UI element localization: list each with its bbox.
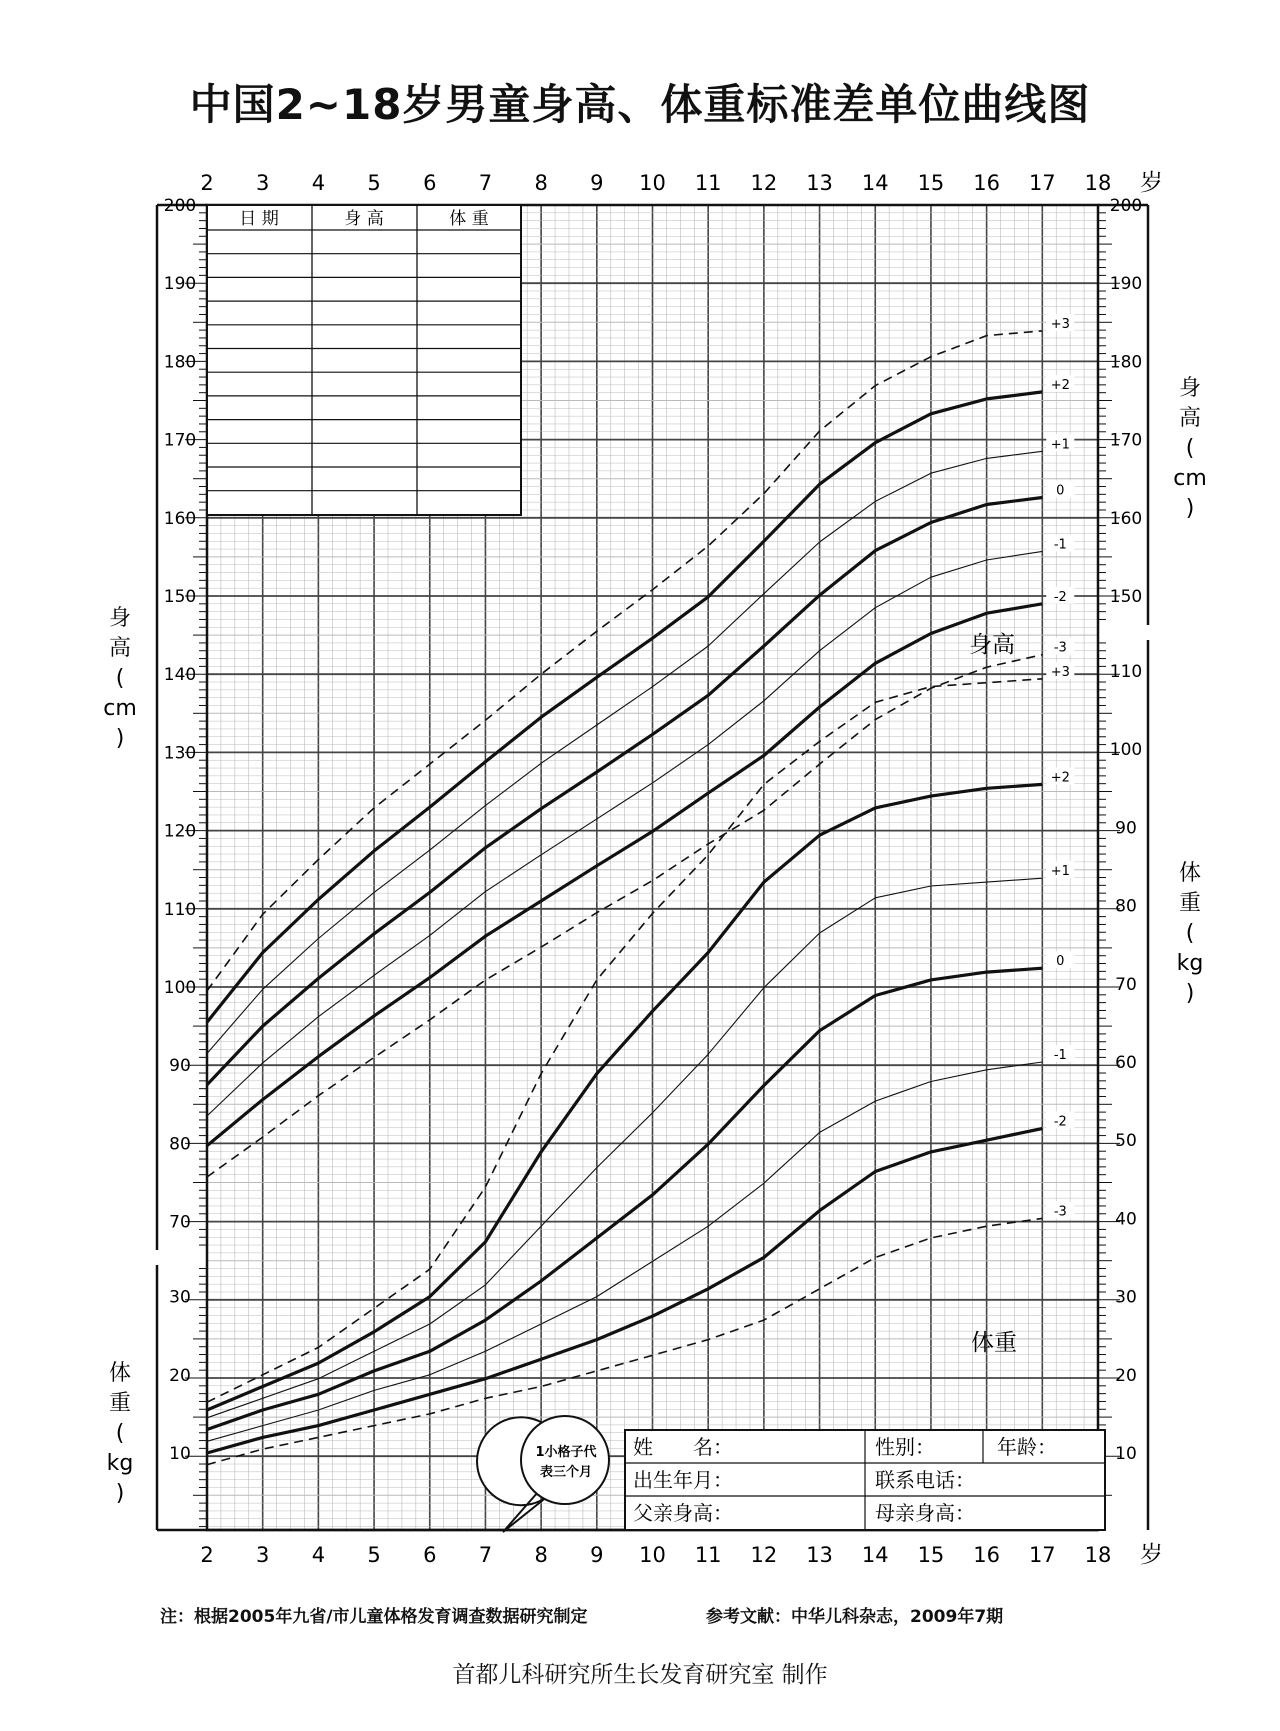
height-tick-label-left: 170 [163,430,197,451]
height-axis-title-right: 身 [1178,376,1202,401]
weight-tick-label-right: 40 [1115,1209,1137,1230]
info-name-label: 姓 名： [633,1435,733,1459]
info-phone-label: 联系电话： [875,1468,975,1492]
weight-axis-title-right: ( [1185,921,1195,946]
weight-tick-label-right: 90 [1115,818,1137,839]
info-mother-label: 母亲身高： [875,1501,975,1525]
height-tick-label-right: 150 [1109,587,1143,607]
info-sex-label: 性别： [875,1435,935,1459]
height-tick-label-right: 160 [1109,508,1143,529]
x-tick-label-bottom: 2 [200,1543,214,1567]
weight-sd-label: -3 [1053,1204,1067,1220]
weight-axis-title-left: ( [115,1421,125,1446]
producer: 首都儿科研究所生长发育研究室 制作 [452,1662,828,1688]
weight-tick-label-right: 60 [1115,1053,1137,1073]
record-table-header: 体 重 [449,209,489,229]
x-tick-label-bottom: 11 [694,1543,722,1567]
x-tick-label-top: 14 [861,171,889,195]
info-father-label: 父亲身高： [633,1501,733,1525]
age-unit-bottom: 岁 [1140,1542,1163,1568]
note-bubble-line: 表三个月 [539,1465,593,1480]
weight-sd-label: 0 [1056,954,1065,970]
height-axis-title-right: ) [1185,496,1195,521]
weight-axis-title-left: 体 [108,1361,132,1386]
height-axis-title-left: ) [115,726,125,751]
x-tick-label-top: 11 [694,171,722,195]
weight-tick-label-right: 20 [1115,1365,1137,1386]
x-tick-label-top: 16 [973,171,1000,195]
height-tick-label-left: 160 [163,508,197,529]
x-tick-label-top: 4 [311,171,326,195]
x-tick-label-bottom: 15 [917,1543,945,1567]
height-tick-label-left: 140 [163,665,197,686]
height-axis-title-right: ( [1185,436,1195,461]
weight-tick-label-left: 10 [169,1444,191,1464]
height-sd-label: +3 [1050,316,1070,332]
height-axis-title-left: ( [115,666,125,691]
height-tick-label-left: 90 [169,1056,191,1077]
weight-tick-label-right: 50 [1115,1131,1137,1152]
weight-sd-label: -1 [1053,1048,1067,1063]
weight-sd-label: -2 [1053,1114,1067,1130]
reference: 参考文献：中华儿科杂志，2009年7期 [706,1607,1004,1627]
x-tick-label-top: 13 [806,171,833,195]
x-tick-label-bottom: 17 [1028,1543,1056,1567]
height-sd-label: +2 [1050,377,1070,393]
height-tick-label-left: 80 [169,1134,191,1155]
x-tick-label-bottom: 18 [1084,1543,1112,1567]
x-tick-label-top: 10 [639,171,666,195]
x-tick-label-top: 15 [917,171,945,195]
height-tick-label-left: 100 [163,978,197,998]
height-sd-label: 0 [1056,483,1065,499]
weight-sd-label: +3 [1050,664,1070,680]
x-tick-label-bottom: 6 [423,1543,437,1567]
height-tick-label-right: 200 [1109,196,1143,216]
height-axis-title-left: 身 [108,606,132,631]
x-tick-label-bottom: 13 [806,1543,833,1567]
height-axis-title-left: 高 [108,636,132,661]
height-tick-label-left: 190 [163,274,197,295]
weight-axis-title-right: kg [1176,951,1204,976]
height-sd-label: -3 [1053,640,1067,656]
height-sd-label: +1 [1050,437,1070,453]
height-tick-label-right: 190 [1109,274,1143,295]
height-tick-label-left: 150 [163,587,197,607]
weight-axis-title-left: ) [115,1481,125,1506]
height-tick-label-left: 120 [163,821,197,842]
chart-title: 中国2~18岁男童身高、体重标准差单位曲线图 [189,80,1091,129]
weight-tick-label-right: 100 [1109,740,1143,761]
x-tick-label-top: 18 [1084,171,1112,195]
x-tick-label-top: 17 [1028,171,1056,195]
weight-axis-title-right: ) [1185,981,1195,1006]
x-tick-label-top: 5 [367,171,381,195]
x-tick-label-top: 9 [590,171,604,195]
height-tick-label-left: 180 [163,352,197,373]
height-tick-label-right: 180 [1109,352,1143,373]
x-tick-label-bottom: 16 [973,1543,1000,1567]
height-tick-label-left: 130 [163,743,197,764]
height-tick-label-right: 170 [1109,430,1143,451]
x-tick-label-bottom: 7 [478,1543,493,1567]
height-tick-label-left: 70 [169,1212,191,1233]
height-axis-title-right: cm [1173,466,1207,491]
info-birth-label: 出生年月： [633,1468,733,1492]
footnote: 注：根据2005年九省/市儿童体格发育调查数据研究制定 [160,1607,588,1627]
height-tick-label-left: 110 [163,899,197,920]
height-sd-label: -1 [1053,537,1067,553]
x-tick-label-bottom: 4 [311,1543,326,1567]
x-tick-label-bottom: 3 [256,1543,270,1567]
weight-tick-label-right: 30 [1115,1287,1137,1308]
weight-axis-title-right: 重 [1178,891,1202,916]
weight-region-label: 体重 [971,1330,1017,1356]
weight-tick-label-right: 110 [1109,662,1143,682]
x-tick-label-top: 12 [750,171,778,195]
weight-axis-title-left: kg [106,1451,134,1476]
x-tick-label-bottom: 14 [861,1543,889,1567]
weight-tick-label-left: 30 [169,1287,191,1308]
height-axis-title-left: cm [103,696,137,721]
note-bubble-circle [521,1416,609,1504]
weight-tick-label-right: 70 [1115,974,1137,995]
record-table [207,205,521,515]
weight-tick-label-left: 20 [169,1365,191,1386]
weight-sd-label: +1 [1050,864,1070,880]
x-tick-label-top: 7 [478,171,493,195]
height-axis-title-right: 高 [1178,406,1202,431]
height-region-label: 身高 [969,632,1015,658]
x-tick-label-top: 8 [534,171,548,195]
record-table-header: 日 期 [239,209,279,229]
weight-axis-title-left: 重 [108,1391,132,1416]
weight-tick-label-right: 80 [1115,896,1137,917]
x-tick-label-top: 3 [256,171,270,195]
x-tick-label-bottom: 9 [590,1543,604,1567]
age-unit-top: 岁 [1140,170,1163,196]
x-tick-label-bottom: 12 [750,1543,778,1567]
x-tick-label-bottom: 8 [534,1543,548,1567]
weight-axis-title-right: 体 [1178,861,1202,886]
weight-sd-label: +2 [1050,770,1070,786]
x-tick-label-bottom: 10 [639,1543,666,1567]
weight-tick-label-right: 10 [1115,1444,1137,1464]
height-sd-label: -2 [1053,589,1067,605]
x-tick-label-bottom: 5 [367,1543,381,1567]
x-tick-label-top: 2 [200,171,214,195]
record-table-header: 身 高 [344,209,384,229]
x-tick-label-top: 6 [423,171,437,195]
height-tick-label-left: 200 [163,196,197,216]
info-age-label: 年龄： [997,1435,1057,1459]
note-bubble-line: 1小格子代 [535,1445,597,1460]
